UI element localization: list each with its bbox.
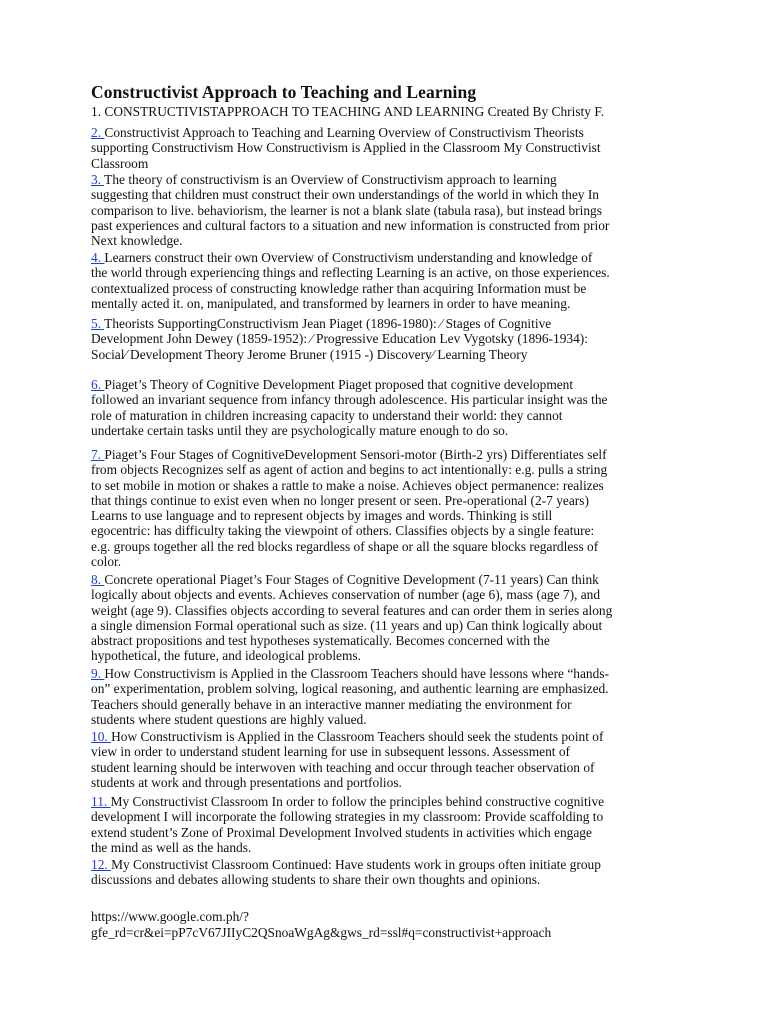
line-text: Learners construct their own Overview of Constructivism understanding and knowledge of [104,250,593,265]
paragraph-line [91,316,691,331]
line-text: My Constructivist Classroom Continued: Have students work in groups often initiate group [111,857,601,872]
line-text: role of maturation in children increasing capacity to understand their world: they cannot [91,407,563,423]
paragraph-line [91,331,691,346]
paragraph-line [91,281,691,296]
line-text: Concrete operational Piaget’s Four Stages of Cognitive Development (7-11 years) Can think [104,572,599,587]
line-text: Piaget’s Four Stages of CognitiveDevelopment Sensori-motor (Birth-2 yrs) Differentiates self [104,447,607,462]
line-text: the mind as well as the hands. [91,839,252,855]
paragraph-line [91,633,691,648]
paragraph-line [91,408,691,423]
slide-number-link[interactable]: 8. [91,572,105,587]
line-text: followed an invariant sequence from infancy through adolescence. His particular insight was the [91,392,608,408]
line-text: 1. CONSTRUCTIVISTAPPROACH TO TEACHING AND LEARNING Created By Christy F. [91,104,605,119]
paragraph-line [91,603,691,618]
paragraph-line [91,156,691,171]
paragraph-line [91,172,691,187]
paragraph-line [91,760,691,775]
line-text: from objects Recognizes self as agent of action and begins to act intentionally: e.g. pulls a string [91,462,608,478]
paragraph [91,857,691,888]
line-text: weight (age 9). Classifies objects according to several features and can order them in series along [91,602,613,618]
paragraph [91,125,691,171]
paragraph-line [91,794,691,809]
line-text: e.g. groups together all the red blocks regardless of shape or all the square blocks regardless of [91,538,599,554]
paragraph [91,316,691,362]
line-text: Classroom [91,155,149,171]
paragraph-line [91,187,691,202]
paragraph [91,729,691,790]
paragraph-line [91,775,691,790]
line-text: students at work and through presentations and portfolios. [91,774,402,790]
line-text: past experiences and cultural factors to a situation and new information is constructed from prior [91,217,610,233]
line-text: contextualized process of constructing knowledge rather than acquiring Information must be [91,280,587,296]
paragraph-line [91,857,691,872]
line-text: to set mobile in motion or shakes a rattle to make a noise. Achieves object permanence: realizes [91,477,604,493]
line-text: extend student’s Zone of Proximal Development Involved students in activities which engage [91,824,592,840]
paragraph-line [91,508,691,523]
paragraph [91,104,691,119]
paragraph-line [91,377,691,392]
line-text: comparison to live. behaviorism, the learner is not a blank slate (tabula rasa), but instead brings [91,202,602,218]
line-text: egocentric: has difficulty taking the viewpoint of others. Classifies objects by a single feature: [91,523,595,539]
paragraph-line [91,423,691,438]
paragraph-line [91,554,691,569]
paragraph-line [91,697,691,712]
paragraph-line [91,218,691,233]
paragraph [91,447,691,569]
paragraph-line [91,104,691,119]
paragraph-line [91,825,691,840]
line-text: view in order to understand student learning for use in subsequent lessons. Assessment of [91,744,571,760]
line-text: development I will incorporate the following strategies in my classroom: Provide scaffolding to [91,809,604,825]
url-line[interactable]: https://www.google.com.ph/? [91,909,249,924]
paragraph-line [91,493,691,508]
line-text: color. [91,554,122,570]
paragraph-line [91,729,691,744]
paragraph [91,666,691,727]
slide-number-link[interactable]: 11. [91,794,111,809]
line-text: discussions and debates allowing students to share their own thoughts and opinions. [91,872,541,888]
paragraph-line [91,840,691,855]
paragraph-line [91,572,691,587]
paragraph [91,172,691,248]
line-text: The theory of constructivism is an Overview of Constructivism approach to learning [104,172,557,187]
paragraph-line [91,872,691,887]
paragraph [91,794,691,855]
paragraph-line [91,250,691,265]
line-text: hypothetical, the future, and ideological problems. [91,648,361,664]
paragraph-line [91,809,691,824]
paragraph-line [91,523,691,538]
line-text: Development John Dewey (1859-1952): ⁄ Progressive Education Lev Vygotsky (1896-1934): [91,331,588,347]
line-text: My Constructivist Classroom In order to follow the principles behind constructive cognitive [110,794,605,809]
paragraph-line [91,140,691,155]
line-text: logically about objects and events. Achieves conservation of number (age 6), mass (age 7), and [91,587,601,603]
line-text: a single dimension Formal operational such as size. (11 years and up) Can think logically about [91,617,603,633]
paragraph [91,377,691,438]
slide-number-link[interactable]: 7. [91,447,105,462]
paragraph [91,250,691,311]
slide-number-link[interactable]: 5. [91,316,105,331]
line-text: the world through experiencing things and reflecting Learning is an active, on those experiences. [91,265,610,281]
line-text: on” experimentation, problem solving, logical reasoning, and authentic learning are emphasized. [91,681,609,697]
paragraph-line [91,265,691,280]
line-text: Social⁄ Development Theory Jerome Bruner (1915 -) Discovery⁄ Learning Theory [91,346,528,362]
line-text: students where student questions are highly valued. [91,711,367,727]
line-text: supporting Constructivism How Constructivism is Applied in the Classroom My Constructivist [91,140,601,156]
paragraph-line [91,587,691,602]
line-text: student learning should be interwoven with teaching and occur through teacher observation of [91,759,595,775]
line-text: How Constructivism is Applied in the Classroom Teachers should seek the students point of [111,729,604,744]
paragraph-line [91,462,691,477]
paragraph-line [91,744,691,759]
paragraph-line [91,712,691,727]
line-text: Theorists SupportingConstructivism Jean Piaget (1896-1980): ⁄ Stages of Cognitive [104,316,552,331]
paragraph-line [91,447,691,462]
line-text: Learns to use language and to represent objects by images and words. Thinking is still [91,508,553,524]
paragraph-line [91,296,691,311]
paragraph-line [91,681,691,696]
slide-number-link[interactable]: 3. [91,172,105,187]
line-text: undertake certain tasks until they are psychologically mature enough to do so. [91,422,509,438]
paragraph-line [91,233,691,248]
paragraph-line [91,478,691,493]
paragraph-line [91,666,691,681]
line-text: How Constructivism is Applied in the Classroom Teachers should have lessons where “hands- [104,666,609,681]
paragraph-line [91,618,691,633]
slide-number-link[interactable]: 4. [91,250,105,265]
url-line[interactable]: gfe_rd=cr&ei=pP7cV67JIIyC2QSnoaWgAg&gws_rd=ssl#q=constructivist+approach [91,924,552,940]
slide-number-link[interactable]: 2. [91,125,105,140]
paragraph [91,572,691,664]
slide-number-link[interactable]: 6. [91,377,105,392]
paragraph-line [91,125,691,140]
line-text: Piaget’s Theory of Cognitive Development Piaget proposed that cognitive development [104,377,574,392]
paragraph-line [91,539,691,554]
line-text: Constructivist Approach to Teaching and Learning Overview of Constructivism Theorists [104,125,584,140]
line-text: Teachers should generally behave in an interactive manner mediating the environment for [91,696,572,712]
paragraph-line [91,347,691,362]
paragraph-line [91,203,691,218]
paragraph-line [91,392,691,407]
line-text: mentally acted it. on, manipulated, and transformed by learners in order to have meaning. [91,295,571,311]
paragraph-line [91,648,691,663]
slide-number-link[interactable]: 12. [91,857,112,872]
line-text: that things continue to exist even when no longer present or seen. Pre-operational (2-7 years) [91,492,589,508]
slide-number-link[interactable]: 9. [91,666,105,681]
slide-number-link[interactable]: 10. [91,729,112,744]
line-text: suggesting that children must construct their own understandings of the world in which they In [91,187,600,203]
document-title: Constructivist Approach to Teaching and Learning [91,82,477,102]
source-url[interactable] [91,909,551,940]
line-text: abstract propositions and test hypotheses systematically. Becomes concerned with the [91,633,550,649]
line-text: Next knowledge. [91,233,183,249]
